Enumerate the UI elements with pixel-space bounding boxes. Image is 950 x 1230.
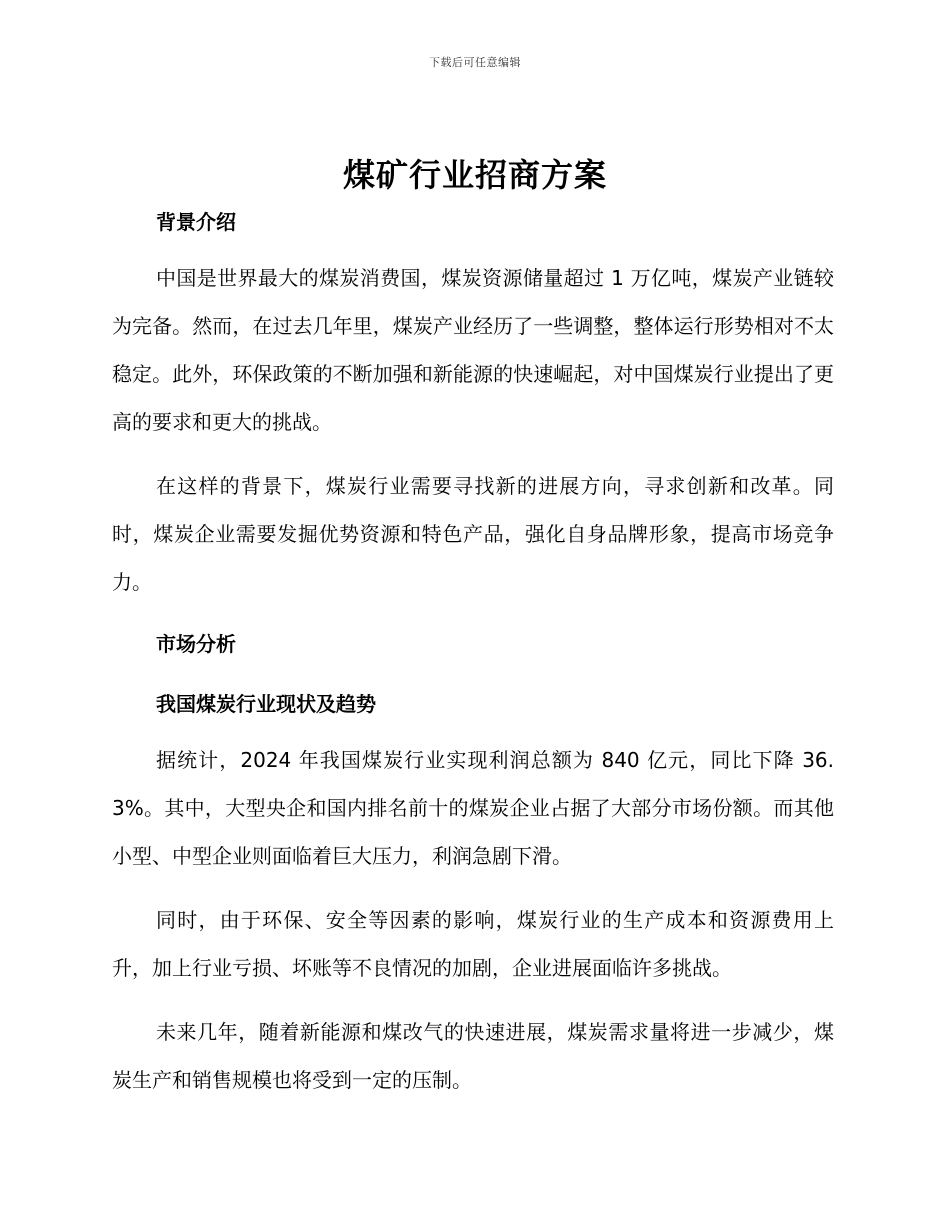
section-heading-background: 背景介绍 [156, 210, 236, 234]
paragraph: 在这样的背景下，煤炭行业需要寻找新的进展方向，寻求创新和改革。同时，煤炭企业需要发掘优势资源和特色产品，强化自身品牌形象，提高市场竞争力。 [112, 474, 834, 594]
subsection-heading: 我国煤炭行业现状及趋势 [156, 692, 376, 716]
spacer [112, 244, 834, 254]
paragraph: 未来几年，随着新能源和煤改气的快速进展，煤炭需求量将进一步减少，煤炭生产和销售规模也将受到一定的压制。 [112, 1020, 834, 1092]
spacer [112, 880, 834, 896]
header-note: 下载后可任意编辑 [429, 56, 521, 69]
document-title: 煤矿行业招商方案 [342, 156, 607, 194]
spacer [112, 726, 834, 736]
document-body [112, 200, 834, 1104]
spacer [112, 446, 834, 462]
paragraph: 据统计，2024 年我国煤炭行业实现利润总额为 840 亿元，同比下降 36.3%。其中，大型央企和国内排名前十的煤炭企业占据了大部分市场份额。而其他小型、中型企业则面临着巨大压力，利润急剧下滑。 [112, 748, 834, 868]
section-heading-market: 市场分析 [156, 632, 236, 656]
spacer [112, 606, 834, 622]
paragraph: 同时，由于环保、安全等因素的影响，煤炭行业的生产成本和资源费用上升，加上行业亏损、坏账等不良情况的加剧，企业进展面临许多挑战。 [112, 908, 834, 980]
spacer [112, 992, 834, 1008]
spacer [112, 666, 834, 682]
paragraph: 中国是世界最大的煤炭消费国，煤炭资源储量超过 1 万亿吨，煤炭产业链较为完备。然而，在过去几年里，煤炭产业经历了一些调整，整体运行形势相对不太稳定。此外，环保政策的不断加强和新能源的快速崛起，对中国煤炭行业提出了更高的要求和更大的挑战。 [112, 266, 834, 434]
